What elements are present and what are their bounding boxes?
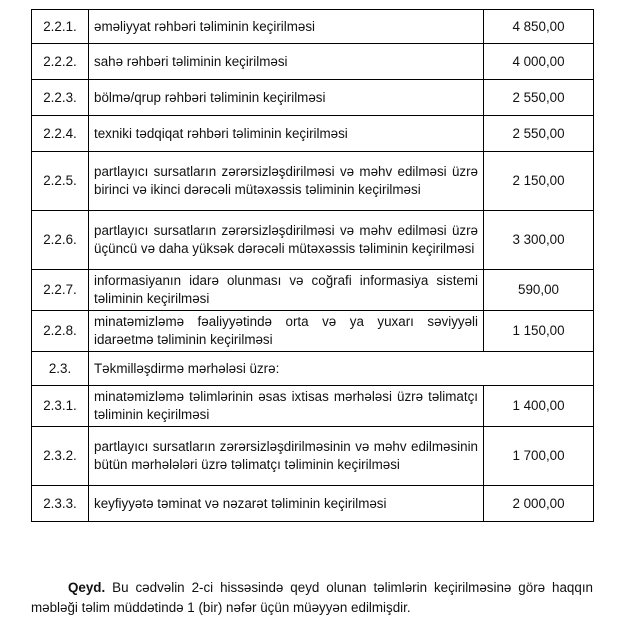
- row-amount: 2 550,00: [484, 80, 594, 116]
- row-amount: 2 150,00: [484, 152, 594, 211]
- table-row: [32, 10, 594, 44]
- row-amount: 4 850,00: [484, 10, 594, 44]
- table-row: [32, 270, 594, 311]
- row-number: 2.3.3.: [32, 486, 89, 522]
- row-description: keyfiyyətə təminat və nəzarət təliminin keçirilməsi: [89, 486, 484, 522]
- fee-table: [31, 9, 594, 522]
- row-number: 2.2.2.: [32, 44, 89, 80]
- row-amount: 1 700,00: [484, 427, 594, 486]
- row-amount: 4 000,00: [484, 44, 594, 80]
- row-number: 2.2.5.: [32, 152, 89, 211]
- row-amount: 2 550,00: [484, 116, 594, 152]
- row-number: 2.3.2.: [32, 427, 89, 486]
- row-number: 2.3.1.: [32, 386, 89, 427]
- table-row: [32, 486, 594, 522]
- section-row: [32, 352, 594, 386]
- row-number: 2.2.8.: [32, 311, 89, 352]
- row-number: 2.2.7.: [32, 270, 89, 311]
- row-amount: 590,00: [484, 270, 594, 311]
- table-row: [32, 311, 594, 352]
- row-number: 2.3.: [32, 352, 89, 386]
- row-description: əməliyyat rəhbəri təliminin keçirilməsi: [89, 10, 484, 44]
- section-heading: Təkmilləşdirmə mərhələsi üzrə:: [89, 352, 594, 386]
- table-row: [32, 386, 594, 427]
- table-row: [32, 152, 594, 211]
- row-description: minatəmizləmə təlimlərinin əsas ixtisas mərhələsi üzrə təlimatçı təliminin keçirilməsi: [89, 386, 484, 427]
- row-description: bölmə/qrup rəhbəri təliminin keçirilməsi: [89, 80, 484, 116]
- row-description: informasiyanın idarə olunması və coğrafi informasiya sistemi təliminin keçirilməsi: [89, 270, 484, 311]
- table-row: [32, 211, 594, 270]
- note-label: Qeyd.: [68, 580, 106, 596]
- row-number: 2.2.3.: [32, 80, 89, 116]
- row-description: sahə rəhbəri təliminin keçirilməsi: [89, 44, 484, 80]
- row-number: 2.2.4.: [32, 116, 89, 152]
- row-amount: 3 300,00: [484, 211, 594, 270]
- row-description: partlayıcı sursatların zərərsizləşdirilməsinin və məhv edilməsinin bütün mərhələləri üzrə təlimatçı təliminin keçirilməsi: [89, 427, 484, 486]
- row-number: 2.2.6.: [32, 211, 89, 270]
- note-text: Bu cədvəlin 2-ci hissəsində qeyd olunan təlimlərin keçirilməsinə görə haqqın məbləği təlim müddətində 1 (bir) nəfər üçün müəyyən edilmişdir.: [31, 580, 593, 616]
- row-number: 2.2.1.: [32, 10, 89, 44]
- row-description: minatəmizləmə fəaliyyətində orta və ya yuxarı səviyyəli idarəetmə təliminin keçirilməsi: [89, 311, 484, 352]
- table-row: [32, 44, 594, 80]
- table-note: [31, 578, 593, 618]
- row-amount: 1 150,00: [484, 311, 594, 352]
- row-description: partlayıcı sursatların zərərsizləşdirilməsi və məhv edilməsi üzrə üçüncü və daha yüksək dərəcəli mütəxəssis təliminin keçirilməsi: [89, 211, 484, 270]
- table-row: [32, 427, 594, 486]
- row-amount: 2 000,00: [484, 486, 594, 522]
- table-row: [32, 116, 594, 152]
- row-amount: 1 400,00: [484, 386, 594, 427]
- table-row: [32, 80, 594, 116]
- row-description: partlayıcı sursatların zərərsizləşdirilməsi və məhv edilməsi üzrə birinci və ikinci dərəcəli mütəxəssis təliminin keçirilməsi: [89, 152, 484, 211]
- row-description: texniki tədqiqat rəhbəri təliminin keçirilməsi: [89, 116, 484, 152]
